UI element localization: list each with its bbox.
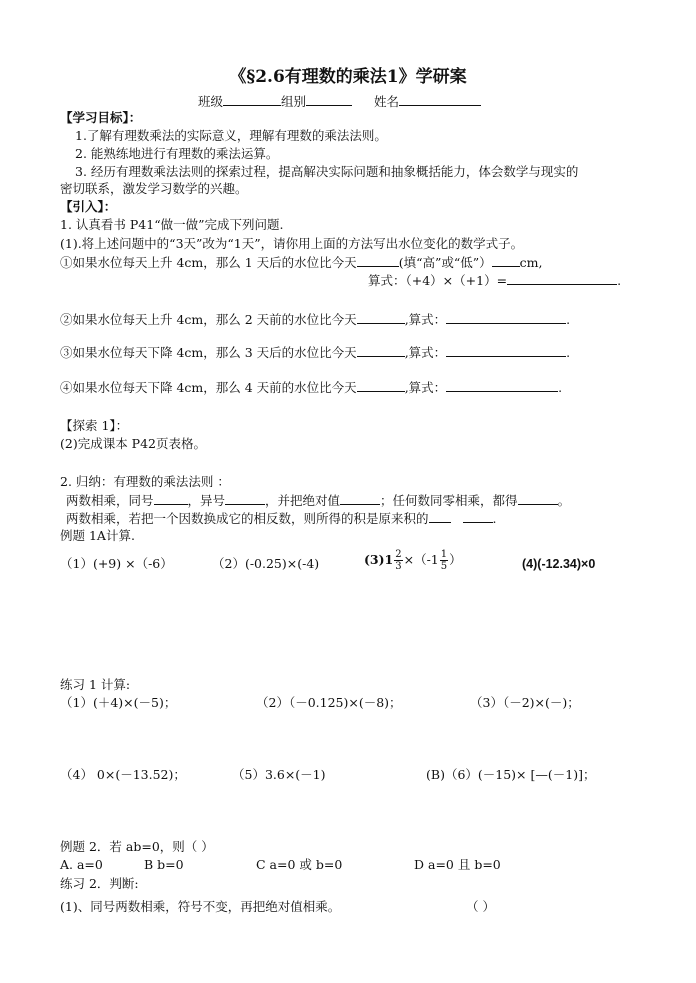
practice2-item-1: (1)、同号两数相乘，符号不变，再把绝对值相乘。: [60, 899, 341, 914]
formula-blank[interactable]: [446, 311, 566, 324]
question-1-formula: 算式：（+4）×（+1）= .: [368, 273, 622, 288]
example2-option-b[interactable]: B b=0: [144, 857, 184, 872]
goal-item-3: 3. 经历有理数乘法法则的探索过程，提高解决实际问题和抽象概括能力，体会数学与现实的: [75, 164, 579, 179]
page-title: 《§2.6有理数的乘法1》学研案: [229, 67, 467, 87]
practice1-problem-5: （5）3.6×(－1): [232, 767, 326, 782]
answer-blank[interactable]: [340, 492, 380, 505]
practice2-heading: 练习 2．判断:: [60, 876, 139, 891]
answer-blank[interactable]: [225, 492, 265, 505]
rule-heading: 2. 归纳：有理数的乘法法则 ：: [60, 474, 230, 489]
name-blank[interactable]: [399, 93, 481, 106]
intro-subtask: (1).将上述问题中的“3天”改为“1天”，请你用上面的方法写出水位变化的数学式子。: [60, 236, 524, 251]
practice1-problem-4: （4） 0×(－13.52)；: [60, 767, 186, 782]
goal-item-1: 1.了解有理数乘法的实际意义，理解有理数的乘法法则。: [75, 128, 387, 143]
practice2-answer-bracket[interactable]: （ ）: [466, 899, 495, 914]
intro-task: 1. 认真看书 P41“做一做”完成下列问题.: [60, 217, 284, 232]
answer-blank[interactable]: [357, 344, 405, 357]
goals-heading: 【学习目标】：: [60, 110, 142, 125]
practice1-problem-2: （2）（－0.125)×(－8)；: [256, 695, 402, 710]
example1-problem-4: (4)(-12.34)×0: [522, 557, 596, 571]
answer-blank[interactable]: [154, 492, 188, 505]
answer-blank[interactable]: [357, 254, 399, 267]
rule-line-1: 两数相乘，同号 ，异号 ，并把绝对值 ；任何数同零相乘，都得 。: [66, 493, 571, 508]
goal-item-3-cont: 密切联系，激发学习数学的兴趣。: [60, 181, 248, 196]
group-blank[interactable]: [306, 93, 352, 106]
rule-line-2: 两数相乘，若把一个因数换成它的相反数，则所得的积是原来积的 .: [66, 511, 497, 526]
class-blank[interactable]: [223, 93, 281, 106]
explore-item: (2)完成课本 P42页表格。: [60, 436, 206, 451]
example1-heading: 例题 1A计算.: [60, 528, 135, 543]
example1-problem-1: （1）(+9) ×（-6）: [60, 556, 173, 571]
fraction: $\frac{2}{3}$: [395, 549, 402, 572]
class-label: 班级: [198, 94, 224, 109]
example2-option-d[interactable]: D a=0 且 b=0: [414, 857, 501, 872]
answer-blank[interactable]: [357, 379, 405, 392]
formula-blank[interactable]: [507, 272, 617, 285]
group-label: 组别: [281, 94, 307, 109]
formula-blank[interactable]: [446, 379, 558, 392]
answer-blank[interactable]: [357, 311, 405, 324]
example1-problem-3: (3)1 $\frac{2}{3}$ ×（-1 $\frac{1}{5}$ ）: [364, 549, 462, 572]
question-1: ①如果水位每天上升 4cm，那么 1 天后的水位比今天 (填“高”或“低”） cm,: [60, 255, 543, 270]
answer-blank[interactable]: [463, 510, 493, 523]
practice1-problem-1: （1）(＋4)×(－5)；: [60, 695, 177, 710]
practice1-problem-3: （3）（－2)×(－)；: [470, 695, 580, 710]
question-2: ②如果水位每天上升 4cm，那么 2 天前的水位比今天 ,算式： .: [60, 312, 571, 327]
fraction: $\frac{1}{5}$: [440, 549, 448, 572]
question-3: ③如果水位每天下降 4cm，那么 3 天后的水位比今天 ,算式： .: [60, 345, 571, 360]
formula-blank[interactable]: [446, 344, 566, 357]
answer-blank[interactable]: [429, 510, 451, 523]
explore-heading: 【探索 1】：: [60, 418, 129, 433]
example2-option-a[interactable]: A. a=0: [60, 857, 103, 872]
example1-problem-2: （2）(-0.25)×(-4): [212, 556, 320, 571]
example2-option-c[interactable]: C a=0 或 b=0: [256, 857, 343, 872]
practice1-heading: 练习 1 计算:: [60, 677, 131, 692]
answer-blank[interactable]: [492, 254, 520, 267]
answer-blank[interactable]: [518, 492, 558, 505]
practice1-problem-6: (B)（6）(－15)× [—(－1)]；: [426, 767, 596, 782]
question-4: ④如果水位每天下降 4cm，那么 4 天前的水位比今天 ,算式： .: [60, 380, 563, 395]
intro-heading: 【引入】：: [60, 199, 117, 214]
header-fields: [198, 93, 481, 110]
goal-item-2: 2. 能熟练地进行有理数的乘法运算。: [75, 146, 279, 161]
example2-question: 例题 2．若 ab=0，则（ ）: [60, 839, 214, 854]
name-label: 姓名: [374, 94, 400, 109]
